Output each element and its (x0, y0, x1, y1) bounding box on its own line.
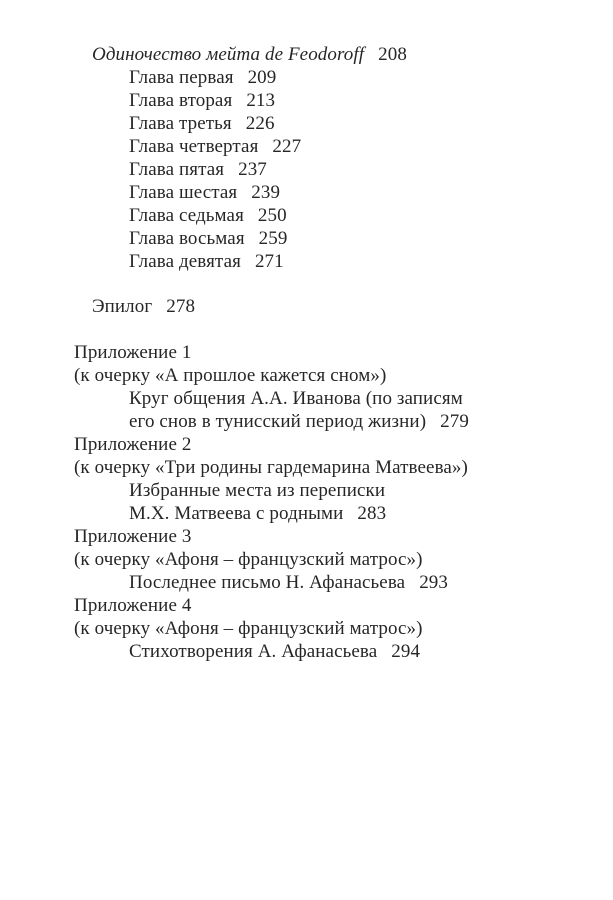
toc-appendix-item-text: М.Х. Матвеева с родными (129, 503, 344, 524)
toc-chapter-label: Глава девятая (129, 251, 241, 272)
toc-page-number: 209 (247, 67, 277, 88)
toc-page-number: 278 (166, 296, 196, 317)
toc-appendix-item-text: Последнее письмо Н. Афанасьева (129, 572, 406, 593)
toc-chapter-label: Глава седьмая (129, 205, 244, 226)
toc-appendix-item-line (129, 502, 386, 525)
toc-appendix-item-line (129, 640, 420, 663)
toc-chapter-label: Глава вторая (129, 90, 233, 111)
toc-chapter-entry (129, 112, 275, 135)
toc-appendix-heading: Приложение 3 (74, 526, 192, 547)
toc-chapter-label: Глава четвертая (129, 136, 259, 157)
toc-chapter-label: Глава первая (129, 67, 234, 88)
toc-page-number: 213 (246, 90, 276, 111)
toc-appendix-reference: (к очерку «А прошлое кажется сном») (74, 365, 387, 386)
toc-appendix-item-line (129, 571, 448, 594)
toc-page-number: 250 (257, 205, 287, 226)
toc-page-number: 237 (238, 159, 267, 180)
toc-page-number: 239 (251, 182, 281, 203)
toc-chapter-label: Глава пятая (129, 159, 225, 180)
toc-chapter-label: Глава шестая (129, 182, 238, 203)
toc-page-number: 279 (440, 411, 469, 432)
toc-chapter-entry (129, 89, 275, 112)
toc-page-number: 283 (357, 503, 387, 524)
toc-appendix-item-text: Стихотворения А. Афанасьева (129, 641, 378, 662)
toc-chapter-label: Глава восьмая (129, 228, 245, 249)
toc-page-number: 208 (378, 44, 407, 65)
toc-epilogue-label: Эпилог (92, 296, 153, 317)
toc-appendix-heading: Приложение 1 (74, 342, 192, 363)
toc-appendix-reference: (к очерку «Три родины гардемарина Матвеева») (74, 457, 468, 478)
toc-chapter-entry (129, 66, 276, 89)
toc-page-number: 271 (254, 251, 284, 272)
toc-appendix-heading: Приложение 4 (74, 595, 192, 616)
toc-section-title-text: Одиночество мейта de Feodoroff (92, 44, 365, 65)
toc-epilogue-entry (92, 295, 195, 318)
toc-appendix-heading: Приложение 2 (74, 434, 192, 455)
toc-chapter-entry (129, 158, 267, 181)
toc-appendix-item-line (129, 410, 469, 433)
toc-appendix-reference: (к очерку «Афоня – французский матрос») (74, 618, 423, 639)
toc-chapter-entry (129, 250, 284, 273)
toc-chapter-entry (129, 204, 287, 227)
toc-page-number: 227 (272, 136, 302, 157)
toc-section-title (92, 43, 407, 66)
toc-chapter-entry (129, 181, 280, 204)
toc-chapter-entry (129, 227, 287, 250)
toc-appendix-item-line: Избранные места из переписки (129, 480, 386, 501)
toc-page-number: 293 (419, 572, 449, 593)
toc-page-number: 294 (391, 641, 421, 662)
toc-chapter-label: Глава третья (129, 113, 232, 134)
toc-page-number: 259 (258, 228, 288, 249)
toc-chapter-entry (129, 135, 301, 158)
toc-appendix-reference: (к очерку «Афоня – французский матрос») (74, 549, 423, 570)
toc-appendix-item-text: его снов в тунисский период жизни) (129, 411, 427, 432)
toc-page-number: 226 (245, 113, 275, 134)
toc-appendix-item-line: Круг общения А.А. Иванова (по записям (129, 388, 463, 409)
